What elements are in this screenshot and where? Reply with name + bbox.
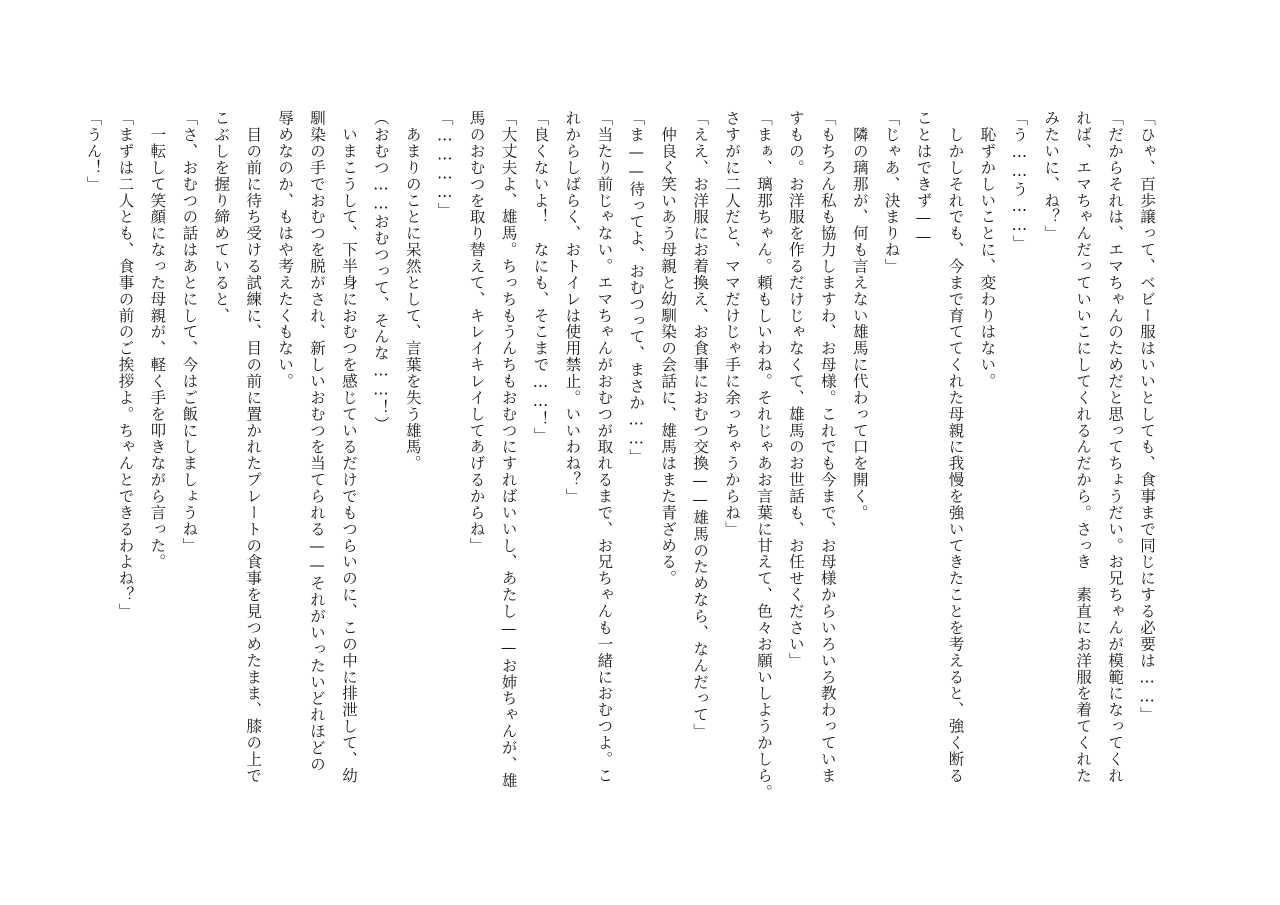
vertical-text-body xyxy=(77,110,1162,850)
text-line: 辱めなのか、もはや考えたくもない。 xyxy=(276,110,295,390)
text-line: 仲良く笑いあう母親と幼馴染の会話に、雄馬はまた青ざめる。 xyxy=(659,110,678,587)
text-line: 「ええ、お洋服にお着換え、お食事におむつ交換——雄馬のためなら、なんだって」 xyxy=(691,110,710,740)
text-line: こぶしを握り締めていると、 xyxy=(212,110,231,324)
text-line: 隣の璃那が、何も言えない雄馬に代わって口を開く。 xyxy=(850,110,869,521)
text-line: いまこうして、下半身におむつを感じているだけでもつらいのに、この中に排泄して、幼 xyxy=(339,110,358,784)
text-line: 恥ずかしいことに、変わりはない。 xyxy=(978,110,997,390)
text-line: 一転して笑顔になった母親が、軽く手を叩きながら言った。 xyxy=(148,110,167,571)
text-line: 「大丈夫よ、雄馬。ちっちもうんちもおむつにすればいいし、あたし——お姉ちゃんが、雄 xyxy=(499,110,518,789)
text-line: 「まずは二人とも、食事の前のご挨拶よ。ちゃんとできるわよね？」 xyxy=(116,110,135,620)
text-line: 「ひゃ、百歩譲って、ベビー服はいいとしても、食事まで同じにする必要は……」 xyxy=(1138,110,1156,723)
text-line: 目の前に待ち受ける試練に、目の前に置かれたプレートの食事を見つめたまま、膝の上で xyxy=(244,110,263,784)
text-line: 「だからそれは、エマちゃんのためだと思ってちょうだい。お兄ちゃんが模範になってくれ xyxy=(1106,110,1125,784)
text-line: 「もちろん私も協力しますわ、お母様。これでも今まで、お母様からいろいろ教わっていま xyxy=(818,110,837,784)
text-line: 馴染の手でおむつを脱がされ、新しいおむつを当てられる——それがいったいどれほどの xyxy=(308,110,327,773)
text-line: れば、エマちゃんだっていいこにしてくれるんだから。さっき 素直にお洋服を着てくれた xyxy=(1074,110,1093,784)
text-line: すもの。お洋服を作るだけじゃなくて、雄馬のお世話も、お任せください」 xyxy=(786,110,805,669)
text-line: 「う……う……」 xyxy=(1010,110,1029,252)
text-line: 「…………」 xyxy=(435,110,454,219)
text-line: しかしそれでも、今まで育ててくれた母親に我慢を強いてきたことを考えると、強く断る xyxy=(946,110,965,784)
text-line: 「ま——待ってよ、おむつって、まさか……」 xyxy=(627,110,646,466)
text-line: 「良くないよ！ なにも、そこまで……！」 xyxy=(531,110,550,444)
text-line: 「さ、おむつの話はあとにして、今はご飯にしましょうね」 xyxy=(180,110,199,554)
text-line: 「当たり前じゃない。エマちゃんがおむつが取れるまで、お兄ちゃんも一緒におむつよ。こ xyxy=(595,110,614,784)
text-line: れからしばらく、おトイレは使用禁止。いいわね？」 xyxy=(563,110,582,505)
text-line: さすがに二人だと、ママだけじゃ手に余っちゃうからね」 xyxy=(723,110,742,538)
text-line: あまりのことに呆然として、言葉を失う雄馬。 xyxy=(403,110,422,472)
text-line: みたいに、ね？」 xyxy=(1042,110,1061,242)
text-line: 「うん！」 xyxy=(84,110,103,193)
text-line: ことはできず—— xyxy=(914,110,933,247)
text-line: 「まぁ、璃那ちゃん。頼もしいわね。それじゃあお言葉に甘えて、色々お願いしようかしら。 xyxy=(754,110,773,801)
text-line: 馬のおむつを取り替えて、キレイキレイしてあげるからね」 xyxy=(467,110,486,554)
text-line: 「じゃあ、決まりね」 xyxy=(882,110,901,275)
text-line: （おむつ……おむつって、そんな……！） xyxy=(371,110,390,433)
